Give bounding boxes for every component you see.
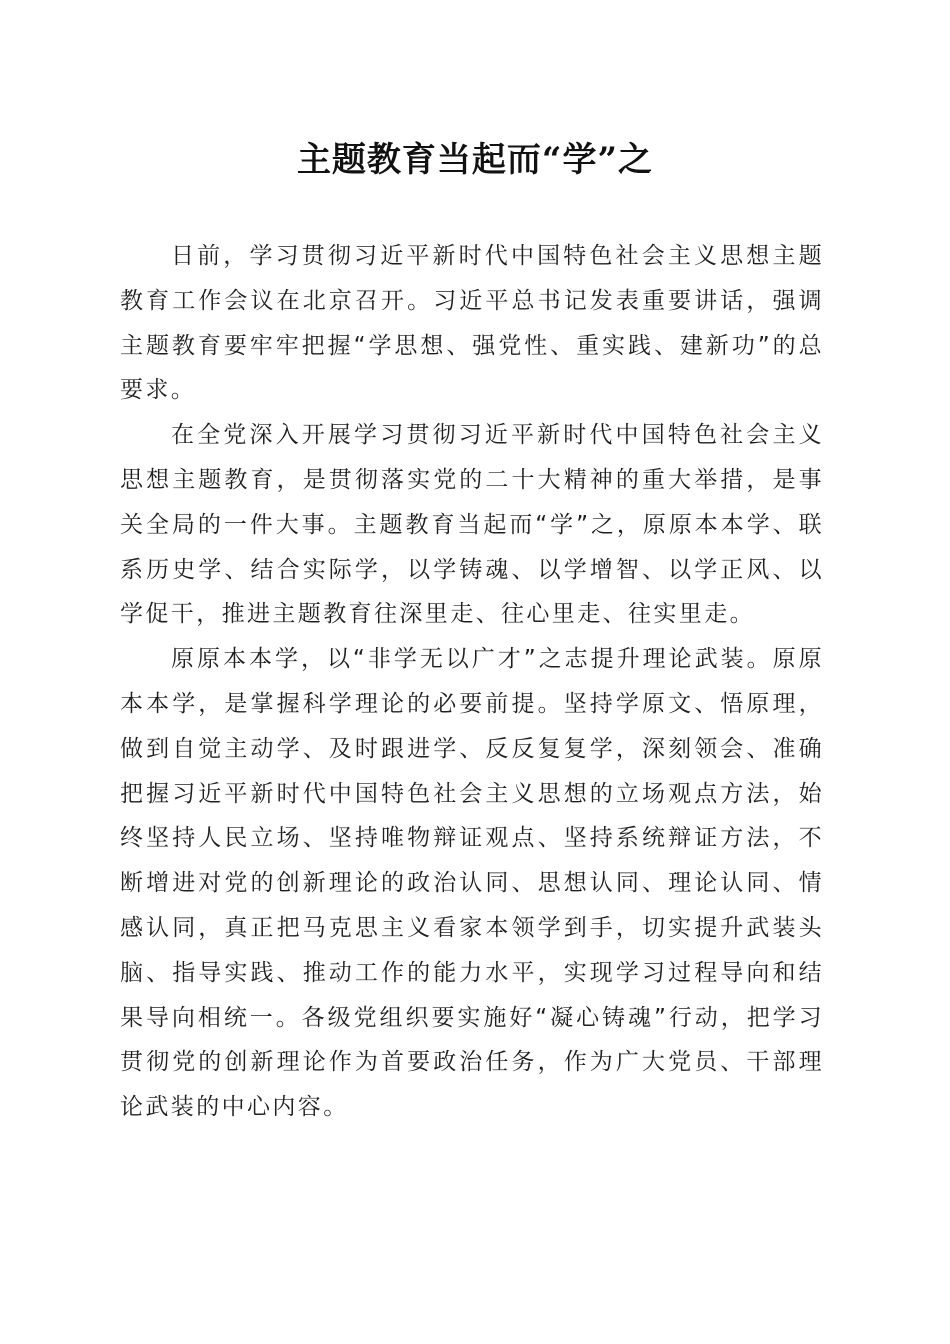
paragraph: 原原本本学，以“非学无以广才”之志提升理论武装。原原本本学，是掌握科学理论的必要前提。坚持学原文、悟原理，做到自觉主动学、及时跟进学、反反复复学，深刻领会、准确把握习近平新时代中国特色社会主义思想的立场观点方法，始终坚持人民立场、坚持唯物辩证观点、坚持系统辩证方法，不断增进对党的创新理论的政治认同、思想认同、理论认同、情感认同，真正把马克思主义看家本领学到手，切实提升武装头脑、指导实践、推动工作的能力水平，实现学习过程导向和结果导向相统一。各级党组织要实施好“凝心铸魂”行动，把学习贯彻党的创新理论作为首要政治任务，作为广大党员、干部理论武装的中心内容。 bbox=[120, 646, 824, 1121]
paragraph: 在全党深入开展学习贯彻习近平新时代中国特色社会主义思想主题教育，是贯彻落实党的二十大精神的重大举措，是事关全局的一件大事。主题教育当起而“学”之，原原本本学、联系历史学、结合实际学，以学铸魂、以学增智、以学正风、以学促干，推进主题教育往深里走、往心里走、往实里走。 bbox=[120, 422, 824, 628]
document-title: 主题教育当起而“学”之 bbox=[296, 140, 654, 180]
paragraph: 日前，学习贯彻习近平新时代中国特色社会主义思想主题教育工作会议在北京召开。习近平总书记发表重要讲话，强调主题教育要牢牢把握“学思想、强党性、重实践、建新功”的总要求。 bbox=[120, 243, 824, 404]
document-body bbox=[120, 234, 824, 1130]
